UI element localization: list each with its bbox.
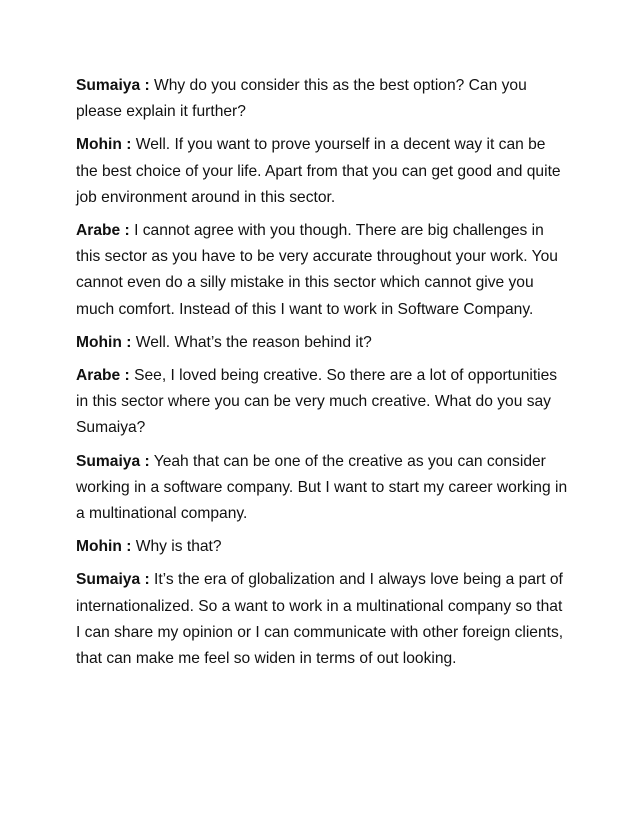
speaker-name: Mohin :: [76, 333, 132, 351]
document-page: [76, 73, 568, 679]
dialogue-text: I cannot agree with you though. There are big challenges in this sector as you have to be very accurate throughout your work. You cannot even do a silly mistake in this sector which cannot give you much comfort. Instead of this I want to work in Software Company.: [76, 222, 558, 318]
dialogue-text: Why is that?: [131, 538, 222, 556]
dialogue-paragraph: [76, 73, 568, 125]
dialogue-paragraph: [76, 534, 568, 560]
speaker-name: Sumaiya :: [76, 452, 150, 470]
speaker-name: Sumaiya :: [76, 571, 150, 589]
dialogue-text: See, I loved being creative. So there are a lot of opportunities in this sector where you can be very much creative. What do you say Sumaiya?: [76, 367, 558, 437]
dialogue-paragraph: [76, 449, 568, 528]
dialogue-paragraph: [76, 330, 568, 356]
dialogue-text: Well. What’s the reason behind it?: [131, 333, 372, 351]
speaker-name: Mohin :: [76, 538, 132, 556]
dialogue-text: It’s the era of globalization and I always love being a part of internationalized. So a want to work in a multinational company so that I can share my opinion or I can communicate with other foreign clients, that can make me feel so widen in terms of out looking.: [76, 571, 564, 668]
speaker-name: Sumaiya :: [76, 77, 150, 94]
dialogue-paragraph: [76, 218, 568, 323]
dialogue-text: Well. If you want to prove yourself in a decent way it can be the best choice of your life. Apart from that you can get good and quite job environment around in this sector.: [76, 136, 561, 206]
dialogue-paragraph: [76, 363, 568, 442]
speaker-name: Mohin :: [76, 136, 132, 154]
dialogue-text: Yeah that can be one of the creative as you can consider working in a software company. But I want to start my career working in a multinational company.: [76, 452, 568, 523]
speaker-name: Arabe :: [76, 367, 130, 385]
speaker-name: Arabe :: [76, 222, 130, 240]
dialogue-paragraph: [76, 132, 568, 211]
dialogue-text: Why do you consider this as the best option? Can you please explain it further?: [76, 77, 527, 121]
dialogue-paragraph: [76, 567, 568, 672]
